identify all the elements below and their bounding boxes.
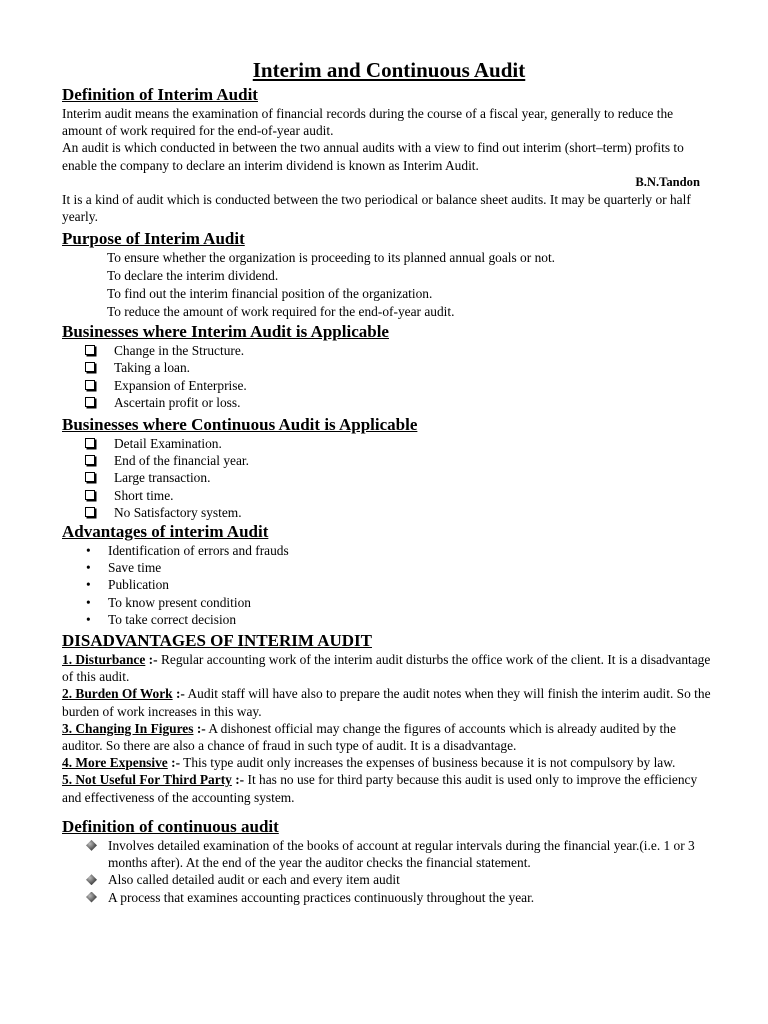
checkbox-bullet-icon <box>85 490 95 500</box>
checkbox-bullet-icon <box>85 380 95 390</box>
document-body <box>62 56 716 906</box>
list-item: Involves detailed examination of the books of account at regular intervals during the financial year.(i.e. 1 or 3 months after). At the end of the year the auditor checks the financial statement. <box>84 837 716 871</box>
checkbox-bullet-icon <box>85 397 95 407</box>
list-item: • Publication <box>86 577 169 593</box>
list-item: Taking a loan. <box>84 359 716 376</box>
checkbox-bullet-icon <box>85 472 95 482</box>
heading-definition-continuous: Definition of continuous audit <box>62 816 279 836</box>
checkbox-bullet-icon <box>85 345 95 355</box>
list-item: To ensure whether the organization is proceeding to its planned annual goals or not. <box>107 250 556 266</box>
diamond-bullet-icon <box>86 840 97 851</box>
diamond-bullet-icon <box>86 892 97 903</box>
citation-author: B.N.Tandon <box>635 174 700 189</box>
heading-definition-interim: Definition of Interim Audit <box>62 85 258 104</box>
list-item: Ascertain profit or loss. <box>84 394 716 411</box>
list-item: Also called detailed audit or each and every item audit <box>84 871 716 888</box>
list-item: Short time. <box>84 487 716 504</box>
checkbox-bullet-icon <box>85 507 95 517</box>
list-item: To find out the interim financial position of the organization. <box>107 286 433 302</box>
definition-interim-para-2: An audit is which conducted in between the two annual audits with a view to find out interim (short–term) profits to enable the company to declare an interim dividend is known as Interim Audit. <box>62 140 684 173</box>
bullet-icon: • <box>86 543 91 559</box>
advantages-list <box>62 542 716 628</box>
continuous-definition-list <box>62 837 716 906</box>
definition-interim-para-1: Interim audit means the examination of financial records during the course of a fiscal year, generally to reduce the amount of work required for the end-of-year audit. <box>62 106 674 139</box>
heading-advantages: Advantages of interim Audit <box>62 522 269 542</box>
list-item: Expansion of Enterprise. <box>84 377 716 394</box>
disadvantage-item: 5. Not Useful For Third Party :- It has no use for third party because this audit is used only to improve the efficiency and effectiveness of the accounting system. <box>62 772 698 805</box>
list-item: Detail Examination. <box>84 435 716 452</box>
list-item: • To know present condition <box>86 594 251 610</box>
heading-purpose: Purpose of Interim Audit <box>62 229 245 249</box>
list-item: • Save time <box>86 560 162 576</box>
purpose-list <box>62 249 716 321</box>
list-item: Large transaction. <box>84 469 716 486</box>
list-item: A process that examines accounting practices continuously throughout the year. <box>84 889 716 906</box>
heading-interim-applicable: Businesses where Interim Audit is Applicable <box>62 322 389 342</box>
disadvantages-list <box>62 651 716 806</box>
bullet-icon: • <box>86 611 91 627</box>
disadvantage-item: 4. More Expensive :- This type audit only increases the expenses of business because it is not compulsory by law. <box>62 755 676 771</box>
bullet-icon: • <box>86 560 91 576</box>
checkbox-bullet-icon <box>85 362 95 372</box>
list-item: To reduce the amount of work required for the end-of-year audit. <box>107 304 455 320</box>
interim-applicable-list <box>62 342 716 411</box>
definition-interim-para-3: It is a kind of audit which is conducted between the two periodical or balance sheet audits. It may be quarterly or half yearly. <box>62 191 691 225</box>
list-item: Change in the Structure. <box>84 342 716 359</box>
list-item: To declare the interim dividend. <box>107 268 279 284</box>
list-item: No Satisfactory system. <box>84 504 716 521</box>
heading-continuous-applicable: Businesses where Continuous Audit is Applicable <box>62 415 418 435</box>
list-item: • To take correct decision <box>86 611 237 627</box>
heading-disadvantages: DISADVANTAGES OF INTERIM AUDIT <box>62 631 372 651</box>
list-item: End of the financial year. <box>84 452 716 469</box>
disadvantage-item: 2. Burden Of Work :- Audit staff will have also to prepare the audit notes when they will finish the interim audit. So the burden of work increases in this way. <box>62 686 711 719</box>
bullet-icon: • <box>86 577 91 593</box>
diamond-bullet-icon <box>86 874 97 885</box>
page-title: Interim and Continuous Audit <box>252 58 526 82</box>
list-item: • Identification of errors and frauds <box>86 543 289 559</box>
bullet-icon: • <box>86 594 91 610</box>
checkbox-bullet-icon <box>85 438 95 448</box>
checkbox-bullet-icon <box>85 455 95 465</box>
disadvantage-item: 3. Changing In Figures :- A dishonest official may change the figures of accounts which is already audited by the auditor. So there are also a chance of fraud in such type of audit. It is a disadvantage. <box>62 720 676 754</box>
disadvantage-item: 1. Disturbance :- Regular accounting work of the interim audit disturbs the office work of the client. It is a disadvantage of this audit. <box>62 652 711 685</box>
continuous-applicable-list <box>62 435 716 521</box>
